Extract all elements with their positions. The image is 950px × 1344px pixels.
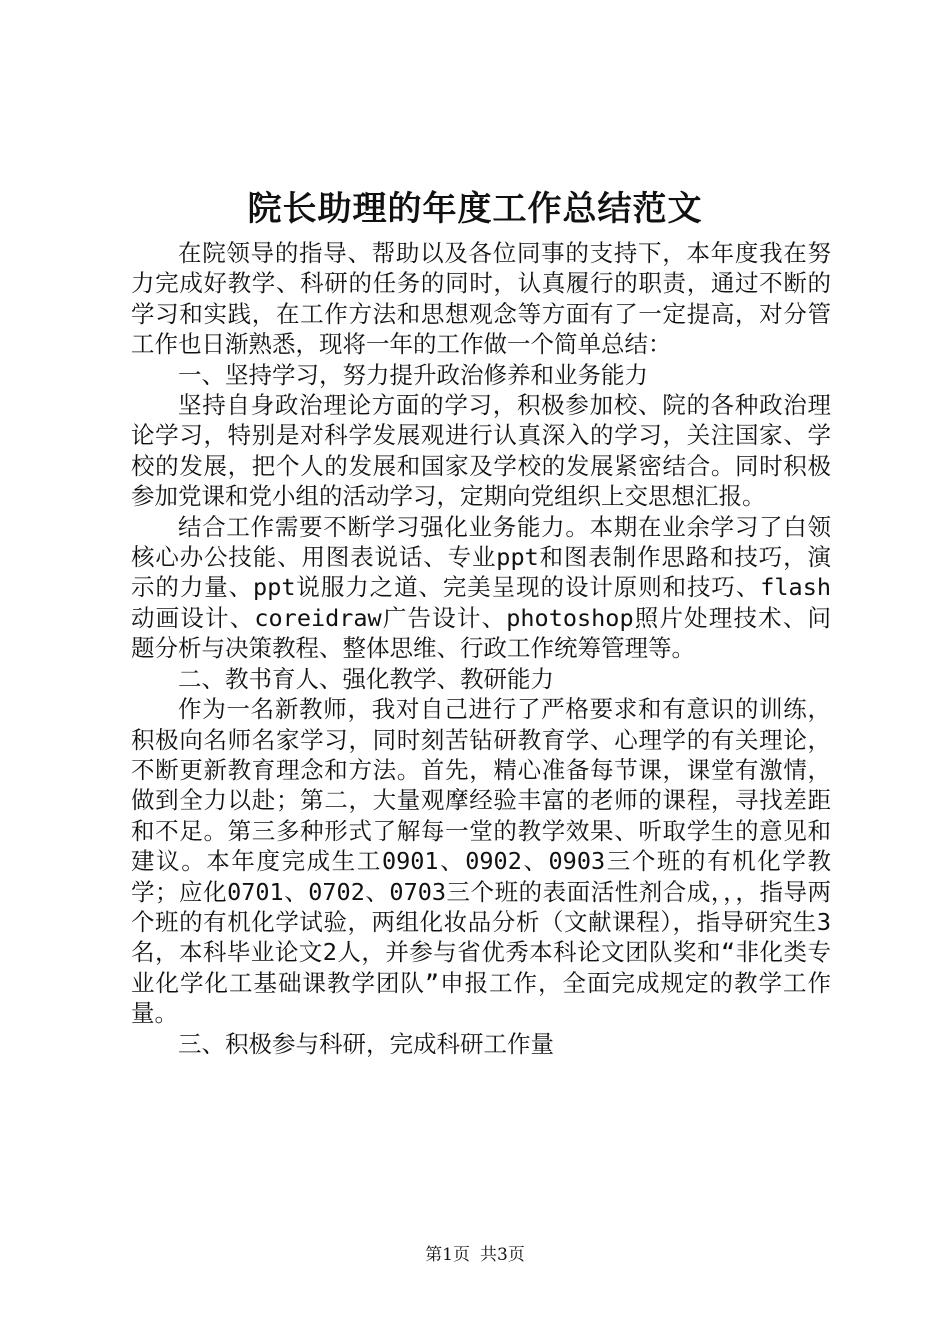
paragraph-political-study: 坚持自身政治理论方面的学习，积极参加校、院的各种政治理论学习，特别是对科学发展观进行认真深入的学习，关注国家、学校的发展，把个人的发展和国家及学校的发展紧密结合。同时积极参加党课和党小组的活动学习，定期向党组织上交思想汇报。 <box>131 391 831 511</box>
page-total: 共3页 <box>480 1245 525 1265</box>
paragraph-business-skills: 结合工作需要不断学习强化业务能力。本期在业余学习了白领核心办公技能、用图表说话、专业ppt和图表制作思路和技巧，演示的力量、ppt说服力之道、完美呈现的设计原则和技巧、flash动画设计、coreidraw广告设计、photoshop照片处理技术、问题分析与决策教程、整体思维、行政工作统筹管理等。 <box>131 512 831 663</box>
section-heading-3: 三、积极参与科研，完成科研工作量 <box>178 1029 554 1058</box>
section-heading-2: 二、教书育人、强化教学、教研能力 <box>178 664 554 693</box>
paragraph-teaching: 作为一名新教师，我对自己进行了严格要求和有意识的训练，积极向名师名家学习，同时刻苦钻研教育学、心理学的有关理论，不断更新教育理念和方法。首先，精心准备每节课，课堂有激情，做到全力以赴；第二，大量观摩经验丰富的老师的课程，寻找差距和不足。第三多种形式了解每一堂的教学效果、听取学生的意见和建议。本年度完成生工0901、0902、0903三个班的有机化学教学；应化0701、0702、0703三个班的表面活性剂合成，，，指导两个班的有机化学试验，两组化妆品分析（文献课程），指导研究生3名，本科毕业论文2人，并参与省优秀本科论文团队奖和“非化类专业化学化工基础课教学团队”申报工作，全面完成规定的教学工作量。 <box>131 695 831 1028</box>
intro-paragraph: 在院领导的指导、帮助以及各位同事的支持下，本年度我在努力完成好教学、科研的任务的同时，认真履行的职责，通过不断的学习和实践，在工作方法和思想观念等方面有了一定提高，对分管工作也日渐熟悉，现将一年的工作做一个简单总结： <box>131 239 831 359</box>
section-heading-1: 一、坚持学习，努力提升政治修养和业务能力 <box>178 360 648 389</box>
document-title: 院长助理的年度工作总结范文 <box>247 189 703 229</box>
page-footer <box>0 1243 950 1267</box>
document-body <box>131 238 831 1059</box>
page-number: 第1页 <box>425 1245 470 1265</box>
